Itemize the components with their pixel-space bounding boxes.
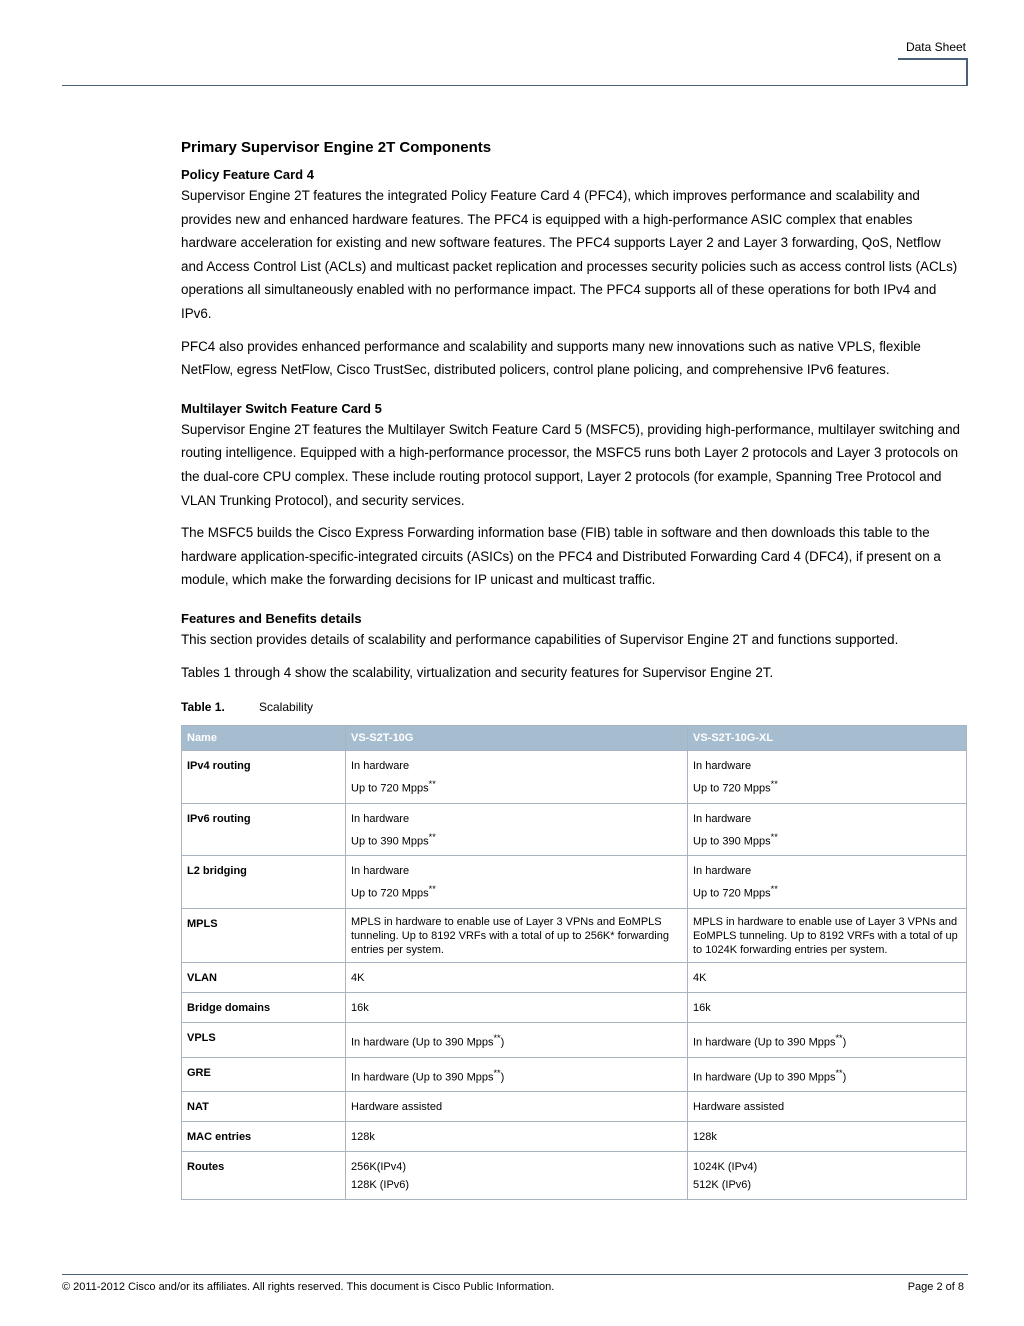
cell-line: 512K (IPv6) bbox=[693, 1179, 752, 1192]
footnote-mark: ** bbox=[835, 1067, 843, 1078]
cell-vs-s2t-10g: Hardware assisted bbox=[346, 1092, 688, 1122]
footnote-mark: ** bbox=[770, 884, 778, 895]
header-frame bbox=[898, 58, 968, 86]
footnote-mark: ** bbox=[493, 1033, 501, 1044]
header-rule bbox=[62, 85, 968, 86]
cell-line: In hardware bbox=[351, 865, 410, 878]
cell-line: In hardware bbox=[693, 865, 752, 878]
cell-vs-s2t-10g: 128k bbox=[346, 1122, 688, 1152]
cell-vs-s2t-10g-xl: 4K bbox=[688, 963, 967, 993]
cell-vs-s2t-10g: 16k bbox=[346, 993, 688, 1023]
cell-line: 256K(IPv4) bbox=[351, 1161, 407, 1174]
row-name: IPv4 routing bbox=[182, 751, 346, 804]
row-name: VLAN bbox=[182, 963, 346, 993]
cell-line bbox=[351, 828, 682, 851]
header-label: Data Sheet bbox=[905, 40, 966, 54]
cell-line: In hardware bbox=[693, 760, 752, 773]
footnote-mark: ** bbox=[835, 1033, 843, 1044]
table-row bbox=[182, 963, 967, 993]
row-name: VPLS bbox=[182, 1023, 346, 1058]
cell-vs-s2t-10g-xl bbox=[688, 803, 967, 856]
cell-value: Up to 390 Mpps bbox=[693, 835, 771, 848]
table-row bbox=[182, 909, 967, 963]
cell-value: In hardware (Up to 390 Mpps bbox=[351, 1036, 494, 1049]
footer-page-number: Page 2 of 8 bbox=[907, 1281, 964, 1293]
cell-value: MPLS in hardware to enable use of Layer 3 VPNs and EoMPLS tunneling. Up to 8192 VRFs with a total of up to 1024K forwarding entries per system. bbox=[693, 916, 958, 957]
cell-value: MPLS in hardware to enable use of Layer 3 VPNs and EoMPLS tunneling. Up to 8192 VRFs with a total of up to 256K* forwarding entries per system. bbox=[351, 916, 669, 957]
cell-vs-s2t-10g bbox=[346, 909, 688, 963]
cell-value-suffix: ) bbox=[842, 1071, 847, 1084]
footer-copyright: © 2011-2012 Cisco and/or its affiliates. All rights reserved. This document is Cisco Public Information. bbox=[62, 1281, 555, 1293]
scalability-table bbox=[181, 725, 967, 1200]
row-name: GRE bbox=[182, 1057, 346, 1092]
cell-value-suffix: ) bbox=[842, 1036, 847, 1049]
cell-vs-s2t-10g-xl bbox=[688, 751, 967, 804]
cell-vs-s2t-10g bbox=[346, 1057, 688, 1092]
cell-line: 128K (IPv6) bbox=[351, 1179, 410, 1192]
cell-value: In hardware (Up to 390 Mpps bbox=[693, 1036, 836, 1049]
table-row bbox=[182, 856, 967, 909]
cell-line bbox=[351, 775, 682, 798]
section-title: Primary Supervisor Engine 2T Components bbox=[181, 139, 492, 156]
table-caption-number: Table 1. bbox=[181, 700, 225, 715]
cell-vs-s2t-10g bbox=[346, 1023, 688, 1058]
table-caption-title: Scalability bbox=[259, 700, 314, 715]
cell-line: In hardware bbox=[693, 812, 752, 825]
page-content bbox=[181, 138, 966, 1200]
cell-line: In hardware bbox=[351, 760, 410, 773]
row-name: IPv6 routing bbox=[182, 803, 346, 856]
cell-vs-s2t-10g bbox=[346, 751, 688, 804]
cell-vs-s2t-10g: 4K bbox=[346, 963, 688, 993]
table-header-row bbox=[182, 726, 967, 751]
column-header-vs-s2t-10g: VS-S2T-10G bbox=[346, 726, 688, 751]
cell-value: In hardware (Up to 390 Mpps bbox=[351, 1071, 494, 1084]
cell-vs-s2t-10g-xl: Hardware assisted bbox=[688, 1092, 967, 1122]
table-row bbox=[182, 1057, 967, 1092]
column-header-vs-s2t-10g-xl: VS-S2T-10G-XL bbox=[688, 726, 967, 751]
cell-line: In hardware bbox=[351, 812, 410, 825]
cell-value: In hardware (Up to 390 Mpps bbox=[693, 1071, 836, 1084]
cell-line: 1024K (IPv4) bbox=[693, 1161, 758, 1174]
msfc5-paragraph-2: The MSFC5 builds the Cisco Express Forwarding information base (FIB) table in software and then downloads this table to the hardware application-specific-integrated circuits (ASICs) on the PFC4 and Distributed Forwarding Card 4 (DFC4), if present on a module, which make the forwarding decisions for IP unicast and multicast traffic. bbox=[181, 525, 941, 588]
footnote-mark: ** bbox=[770, 779, 778, 790]
row-name: NAT bbox=[182, 1092, 346, 1122]
features-paragraph-1: This section provides details of scalability and performance capabilities of Supervisor Engine 2T and functions supported. bbox=[181, 631, 899, 647]
row-name: L2 bridging bbox=[182, 856, 346, 909]
cell-value: Up to 720 Mpps bbox=[693, 888, 771, 901]
cell-vs-s2t-10g-xl bbox=[688, 1023, 967, 1058]
cell-value: Up to 720 Mpps bbox=[351, 782, 429, 795]
cell-value-suffix: ) bbox=[500, 1036, 505, 1049]
table-row bbox=[182, 1122, 967, 1152]
table-row bbox=[182, 993, 967, 1023]
cell-vs-s2t-10g-xl: 16k bbox=[688, 993, 967, 1023]
footnote-mark: ** bbox=[428, 831, 436, 842]
row-name: MAC entries bbox=[182, 1122, 346, 1152]
cell-vs-s2t-10g-xl bbox=[688, 1057, 967, 1092]
cell-value: Up to 390 Mpps bbox=[351, 835, 429, 848]
row-name: Routes bbox=[182, 1152, 346, 1200]
cell-vs-s2t-10g-xl bbox=[688, 856, 967, 909]
row-name: MPLS bbox=[182, 909, 346, 963]
cell-vs-s2t-10g-xl bbox=[688, 909, 967, 963]
cell-value-suffix: ) bbox=[500, 1071, 505, 1084]
footnote-mark: ** bbox=[770, 831, 778, 842]
row-name: Bridge domains bbox=[182, 993, 346, 1023]
table-row bbox=[182, 1152, 967, 1200]
pfc4-heading: Policy Feature Card 4 bbox=[181, 167, 314, 182]
cell-vs-s2t-10g bbox=[346, 856, 688, 909]
cell-vs-s2t-10g-xl: 128k bbox=[688, 1122, 967, 1152]
pfc4-paragraph-2: PFC4 also provides enhanced performance and scalability and supports many new innovations such as native VPLS, flexible NetFlow, egress NetFlow, Cisco TrustSec, distributed policers, control plane policing, and comprehensive IPv6 features. bbox=[181, 338, 921, 378]
cell-vs-s2t-10g bbox=[346, 803, 688, 856]
footer-rule bbox=[62, 1274, 968, 1275]
footnote-mark: ** bbox=[428, 884, 436, 895]
features-heading: Features and Benefits details bbox=[181, 610, 362, 626]
cell-vs-s2t-10g bbox=[346, 1152, 688, 1200]
cell-value: Up to 720 Mpps bbox=[351, 888, 429, 901]
cell-vs-s2t-10g-xl bbox=[688, 1152, 967, 1200]
cell-line bbox=[351, 880, 682, 903]
table-row bbox=[182, 1023, 967, 1058]
pfc4-paragraph-1: Supervisor Engine 2T features the integrated Policy Feature Card 4 (PFC4), which improves performance and scalability and provides new and enhanced hardware features. The PFC4 is equipped with a high-performance ASIC complex that enables hardware acceleration for existing and new software features. The PFC4 supports Layer 2 and Layer 3 forwarding, QoS, Netflow and Access Control List (ACLs) and multicast packet replication and processes security policies such as access control lists (ACLs) operations all simultaneously enabled with no performance impact. The PFC4 supports all of these operations for both IPv4 and IPv6. bbox=[181, 188, 958, 321]
table-caption bbox=[181, 699, 966, 715]
table-row bbox=[182, 803, 967, 856]
footnote-mark: ** bbox=[493, 1067, 501, 1078]
cell-line bbox=[693, 775, 961, 798]
column-header-name: Name bbox=[182, 726, 346, 751]
msfc5-heading: Multilayer Switch Feature Card 5 bbox=[181, 400, 382, 416]
table-row bbox=[182, 751, 967, 804]
cell-line bbox=[693, 828, 961, 851]
cell-line bbox=[693, 880, 961, 903]
table-row bbox=[182, 1092, 967, 1122]
footnote-mark: ** bbox=[428, 779, 436, 790]
cell-value: Up to 720 Mpps bbox=[693, 782, 771, 795]
features-paragraph-2: Tables 1 through 4 show the scalability, virtualization and security features for Supervisor Engine 2T. bbox=[181, 664, 774, 680]
msfc5-paragraph-1: Supervisor Engine 2T features the Multilayer Switch Feature Card 5 (MSFC5), providing high-performance, multilayer switching and routing intelligence. Equipped with a high-performance processor, the MSFC5 runs both Layer 2 protocols and Layer 3 protocols on the dual-core CPU complex. These include routing protocol support, Layer 2 protocols (for example, Spanning Tree Protocol and VLAN Trunking Protocol), and security services. bbox=[181, 421, 960, 508]
